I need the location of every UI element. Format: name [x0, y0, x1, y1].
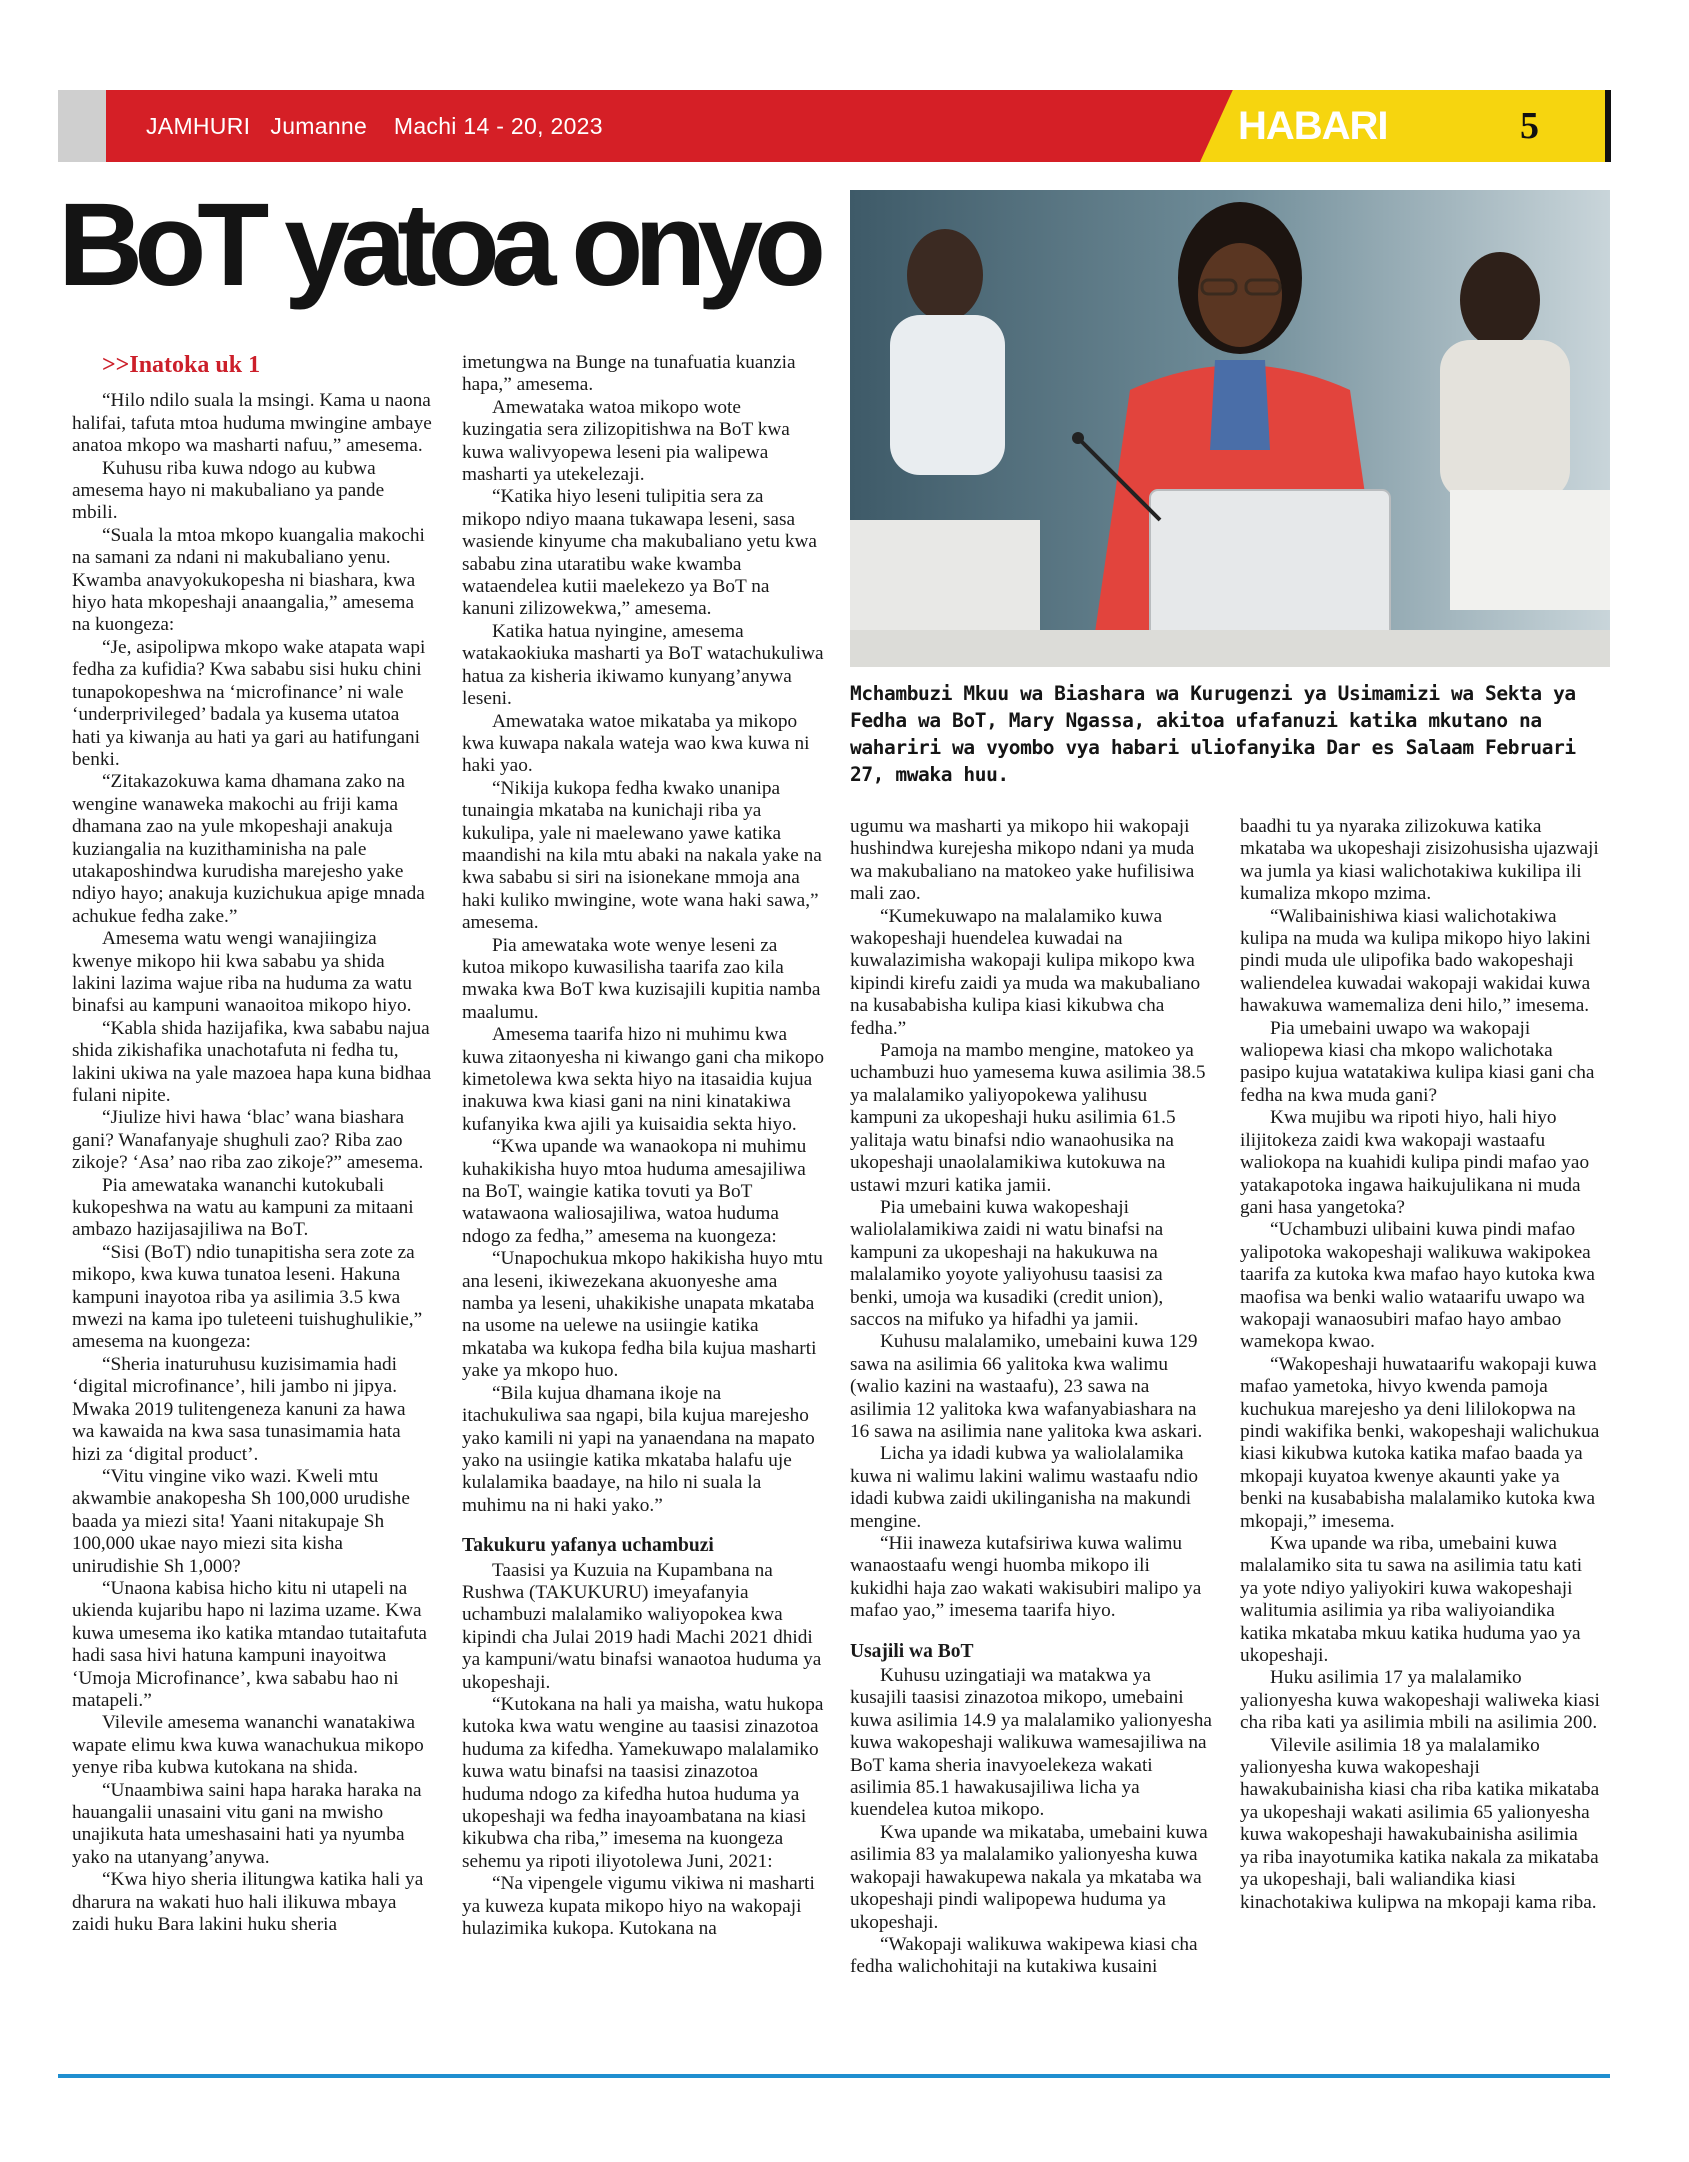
article-column-3 [850, 816, 1212, 1979]
headline: BoT yatoa onyo [58, 179, 818, 311]
paragraph: Amesema taarifa hizo ni muhimu kwa kuwa zitaonyesha ni kiwango gani cha mikopo kimetolewa kwa sekta hiyo na itasaidia kujua inakuwa kwa kiasi gani na nini kinatakiwa kufanyika kwa ajili ya kuisaidia sekta hiyo. [462, 1024, 824, 1135]
paragraph: “Sisi (BoT) ndio tunapitisha sera zote za mikopo, kwa kuwa tunatoa leseni. Hakuna kampuni inayotoa riba ya asilimia 3.5 kwa mwezi na kama ipo tuleteeni tuishughulikie,” amesema na kuongeza: [72, 1241, 423, 1353]
paragraph: “Unaambiwa saini hapa haraka haraka na hauangalii unasaini vitu gani na mwisho unajikuta hata umeshasaini hati ya nyumba yako na utanyang’anywa. [72, 1779, 422, 1868]
paragraph: “Walibainishiwa kiasi walichotakiwa kulipa na muda wa kulipa mikopo hiyo lakini pindi muda ule ulipofika bado wakopeshaji waliendelea kuwadai wakopaji wakidai kuwa hawakuwa wamemaliza deni hilo,” imesema. [1240, 905, 1591, 1017]
paragraph: Taasisi ya Kuzuia na Kupambana na Rushwa (TAKUKURU) imeyafanyia uchambuzi malalamiko waliyopokea kwa kipindi cha Julai 2019 hadi Machi 2021 dhidi ya kampuni/watu binafsi wanaotoa huduma ya ukopeshaji. [462, 1559, 822, 1693]
article-column-4 [1240, 816, 1600, 1914]
paragraph: “Wakopeshaji huwataarifu wakopaji kuwa mafao yametoka, hivyo kwenda pamoja kuchukua marejesho ya deni lililokopwa na pindi wakifika benki, wakopeshaji walichukua kiasi kikubwa kutoka katika mafao baada ya mkopaji kuyatoa kwenye akaunti yake ya benki na kusababisha malalamiko kutoka kwa mkopaji,” imesema. [1240, 1353, 1600, 1532]
header-band [58, 90, 1610, 162]
paragraph: “Je, asipolipwa mkopo wake atapata wapi fedha za kufidia? Kwa sababu sisi huku chini tunapokopeshwa na ‘microfinance’ ni wale ‘underprivileged’ badala ya kusema utatoa hati ya kiwanja au hati ya gari au hatifungani benki. [72, 636, 426, 770]
paragraph: “Sheria inaturuhusu kuzisimamia hadi ‘digital microfinance’, hili jambo ni jipya. Mwaka 2019 tulitengeneza kanuni za hawa wa kawaida na kwa sasa tunasimamia hata hizi za ‘digital product’. [72, 1353, 406, 1465]
paragraph: imetungwa na Bunge na tunafuatia kuanzia hapa,” amesema. [462, 352, 796, 396]
header-black-edge [1605, 90, 1611, 162]
paragraph: Kuhusu uzingatiaji wa matakwa ya kusajili taasisi zinazotoa mikopo, umebaini kuwa asilimia 14.9 ya malalamiko yalionyesha kuwa wakopeshaji walikuwa wamesajiliwa na BoT kama sheria inavyoelekeza wakati asilimia 85.1 hawakusajiliwa licha ya kuendelea kutoa mikopo. [850, 1665, 1212, 1821]
paragraph: Pia amewataka wananchi kutokubali kukopeshwa na watu au kampuni za mitaani ambazo hazijasajiliwa na BoT. [72, 1174, 414, 1241]
paragraph: Pia umebaini uwapo wa wakopaji waliopewa kiasi cha mkopo walichotaka pasipo kujua watatakiwa kulipa kiasi gani cha fedha na kwa muda gani? [1240, 1017, 1595, 1106]
paragraph: “Bila kujua dhamana ikoje na itachukuliwa saa ngapi, bila kujua marejesho yako kamili ni yapi na yanaendana na mapato yako na usiingie katika mkataba halafu uje kulalamika baadaye, na hilo ni suala la muhimu na ni haki yako.” [462, 1382, 815, 1516]
header-grey-edge [58, 90, 106, 162]
paragraph: “Na vipengele vigumu vikiwa ni masharti ya kuweza kupata mikopo hiyo na wakopaji hulazimika kukopa. Kutokana na [462, 1873, 815, 1940]
paragraph: “Uchambuzi ulibaini kuwa pindi mafao yalipotoka wakopeshaji walikuwa wakipokea taarifa za kutoka kwa mafao hayo kutoka kwa maofisa wa benki walio wataarifu uwapo wa wakopaji wanaosubiri mafao hayo ambao wamekopa kwao. [1240, 1219, 1595, 1353]
paragraph: Licha ya idadi kubwa ya waliolalamika kuwa ni walimu lakini walimu wastaafu ndio idadi kubwa zaidi ukilinganisha na makundi mengine. [850, 1443, 1199, 1532]
subheading: Usajili wa BoT [850, 1640, 974, 1662]
paragraph: baadhi tu ya nyaraka zilizokuwa katika mkataba wa ukopeshaji zisizohusisha ujazwaji wa jumla ya kiasi walichotakiwa kukilipa ili kumaliza mkopo mzima. [1240, 816, 1599, 905]
paragraph: Amewataka watoa mikopo wote kuzingatia sera zilizopitishwa na BoT kwa kuwa walivyopewa leseni pia walipewa masharti ya utekelezaji. [462, 396, 790, 486]
paragraph: Kwa mujibu wa ripoti hiyo, hali hiyo ilijitokeza zaidi kwa wakopaji wastaafu waliokopa na kuahidi kulipa pindi mafao yao yatakapotoka ingawa haikujulikana ni muda gani hasa yangetoka? [1240, 1107, 1590, 1218]
paragraph: “Unaona kabisa hicho kitu ni utapeli na ukienda kujaribu hapo ni lazima uzame. Kwa kuwa umesema iko katika mtandao tutaitafuta hadi sasa hivi hatuna kampuni inayoitwa ‘Umoja Microfinance’, kwa sababu hao ni matapeli.” [72, 1577, 427, 1711]
paragraph: “Kumekuwapo na malalamiko kuwa wakopeshaji huendelea kuwadai na kuwalazimisha wakopaji kulipa mikopo kwa kipindi kirefu zaidi ya muda wa makubaliano na kusababisha kulipa kiasi kikubwa cha fedha.” [850, 905, 1201, 1039]
paragraph: “Kwa upande wa wanaokopa ni muhimu kuhakikisha huyo mtoa huduma amesajiliwa na BoT, waingie katika tovuti ya BoT watawaona waliosajiliwa, watoa huduma ndogo za fedha,” amesema na kuongeza: [462, 1136, 807, 1247]
footer-rule [58, 2074, 1610, 2078]
paragraph: “Kabla shida hazijafika, kwa sababu najua shida zikishafika unachotafuta ni fedha tu, lakini ukiwa na yale mazoea hapa kuna bidhaa fulani nipite. [72, 1017, 432, 1106]
paragraph: “Nikija kukopa fedha kwako unanipa tunaingia mkataba na kunichaji riba ya kukulipa, yale ni maelewano yawe katika maandishi na kila mtu abaki na nakala yake na kwa sababu si siri na isionekane mmoja ana haki kuliko mwingine, wote wana haki sawa,” amesema. [462, 777, 822, 934]
paragraph: Amesema watu wengi wanajiingiza kwenye mikopo hii kwa sababu ya shida lakini lazima wajue riba na huduma za watu binafsi au kampuni wanaoitoa mikopo hiyo. [72, 928, 412, 1017]
paragraph: Vilevile amesema wananchi wanatakiwa wapate elimu kwa kuwa wanachukua mikopo yenye riba kubwa kutokana na shida. [72, 1712, 424, 1779]
paragraph: Katika hatua nyingine, amesema watakaokiuka masharti ya BoT watachukuliwa hatua za kisheria ikiwamo kunyang’anywa leseni. [462, 620, 824, 710]
paragraph: “Suala la mtoa mkopo kuangalia makochi na samani za ndani ni makubaliano yenu. Kwamba anavyokukopesha ni biashara, kwa hiyo hata mkopeshaji anaangalia,” amesema na kuongeza: [72, 524, 425, 636]
paragraph: Pia amewataka wote wenye leseni za kutoa mikopo kuwasilisha taarifa zao kila mwaka kwa BoT kwa kuzisajili kupitia namba maalumu. [462, 934, 821, 1023]
paragraph: “Unapochukua mkopo hakikisha huyo mtu ana leseni, ikiwezekana akuonyeshe ama namba ya leseni, uhakikishe unapata mkataba na usome na uelewe na usiingie katika mkataba wa kukopa fedha bila kujua masharti yake ya mkopo huo. [462, 1248, 823, 1382]
continued-from-label: >>Inatoka uk 1 [102, 352, 261, 378]
paragraph: “Hii inaweza kutafsiriwa kuwa walimu wanaostaafu wengi huomba mikopo ili kukidhi haja zao wakati wakisubiri malipo ya mafao yao,” imesema taarifa hiyo. [850, 1533, 1202, 1622]
subheading: Takukuru yafanya uchambuzi [462, 1535, 714, 1557]
paragraph: “Wakopaji walikuwa wakipewa kiasi cha fedha walichohitaji na kutakiwa kusaini [850, 1933, 1198, 1978]
paragraph: “Zitakazokuwa kama dhamana zako na wengine wanaweka makochi au friji kama dhamana zao na yule mkopeshaji anakuja kuziangalia na kuzithaminisha na pale utakaposhindwa kurudisha marejesho yake ndiyo hayo; anakuja kuzichukua apige mnada achukue fedha zake.” [72, 771, 425, 927]
section-label: HABARI [1238, 104, 1388, 148]
paragraph: Kwa upande wa mikataba, umebaini kuwa asilimia 83 ya malalamiko yalionyesha kuwa wakopaji hawakupewa nakala ya mkataba wa ukopeshaji pindi walipopewa huduma ya ukopeshaji. [850, 1821, 1208, 1933]
paragraph: ugumu wa masharti ya mikopo hii wakopaji hushindwa kurejesha mikopo ndani ya muda wa makubaliano na matokeo yake hufilisiwa mali zao. [850, 816, 1195, 905]
article-column-2 [462, 352, 824, 1940]
page-number: 5 [1520, 105, 1539, 147]
paragraph: “Katika hiyo leseni tulipitia sera za mikopo ndiyo maana tukawapa leseni, sasa wasiende kinyume cha makubaliano yetu kwa sababu zina utaratibu wake kwamba wataendelea kutii maelekezo ya BoT na kanuni zilizowekwa,” amesema. [462, 486, 817, 620]
paragraph: “Vitu vingine viko wazi. Kweli mtu akwambie anakopesha Sh 100,000 urudishe baada ya miezi sita! Yaani nitakupaje Sh 100,000 ukae nayo miezi sita kisha unirudishie Sh 1,000? [72, 1465, 410, 1577]
issue-date-line: JAMHURI Jumanne Machi 14 - 20, 2023 [146, 113, 603, 139]
article-photo [850, 190, 1610, 667]
article-column-1 [72, 348, 432, 1936]
paragraph: Huku asilimia 17 ya malalamiko yalionyesha kuwa wakopeshaji waliweka kiasi cha riba kati ya asilimia mbili na asilimia 200. [1240, 1667, 1600, 1734]
paragraph: Pia umebaini kuwa wakopeshaji waliolalamikiwa zaidi ni watu binafsi na kampuni za ukopeshaji na hakukuwa na malalamiko yoyote yaliyohusu taasisi za benki, umoja wa kusadiki (credit union), saccos na mifuko ya hifadhi ya jamii. [850, 1196, 1164, 1330]
paragraph: “Hilo ndilo suala la msingi. Kama u naona halifai, tafuta mtoa huduma mwingine ambaye anatoa mkopo wa masharti nafuu,” amesema. [72, 390, 432, 457]
paragraph: Amewataka watoe mikataba ya mikopo kwa kuwapa nakala wateja wao kwa kuwa ni haki yao. [462, 710, 810, 777]
paragraph: “Kutokana na hali ya maisha, watu hukopa kutoka kwa watu wengine au taasisi zinazotoa huduma za kifedha. Yamekuwapo malalamiko kuwa watu binafsi na taasisi zinazotoa huduma ndogo za kifedha hutoa huduma ya ukopeshaji wa fedha inayoambatana na kiasi kikubwa cha riba,” imesema na kuongeza sehemu ya ripoti iliyotolewa Juni, 2021: [462, 1693, 824, 1872]
paragraph: Vilevile asilimia 18 ya malalamiko yalionyesha kuwa wakopeshaji hawakubainisha kiasi cha riba katika mikataba ya ukopeshaji wakati asilimia 65 yalionyesha kuwa wakopeshaji hawakubainisha asilimia ya riba inayotumika katika nakala za mikataba ya ukopeshaji, bali waliandika kiasi kinachotakiwa kulipwa na mkopaji kama riba. [1240, 1734, 1600, 1913]
photo-illustration [850, 190, 1610, 667]
paragraph: “Jiulize hivi hawa ‘blac’ wana biashara gani? Wanafanyaje shughuli zao? Riba zao zikoje? ‘Asa’ nao riba zao zikoje?” amesema. [72, 1107, 424, 1174]
paragraph: Kuhusu riba kuwa ndogo au kubwa amesema hayo ni makubaliano ya pande mbili. [72, 457, 385, 524]
paragraph: Kuhusu malalamiko, umebaini kuwa 129 sawa na asilimia 66 yalitoka kwa walimu (walio kazini na wastaafu), 23 sawa na asilimia 12 yalitoka kwa wafanyabiashara na 16 sawa na asilimia nane yalitoka kwa askari. [850, 1331, 1203, 1442]
paragraph: “Kwa hiyo sheria ilitungwa katika hali ya dharura na wakati huo hali ilikuwa mbaya zaidi huku Bara lakini huku sheria [72, 1869, 424, 1936]
paragraph: Pamoja na mambo mengine, matokeo ya uchambuzi huo yamesema kuwa asilimia 38.5 ya malalamiko yaliyopokewa yalihusu kampuni za ukopeshaji huku asilimia 61.5 yalitaja watu binafsi ndio wanaohusika na ukopeshaji unaolalamikiwa kutokuwa na ustawi mzuri katika jamii. [850, 1040, 1206, 1196]
paragraph: Kwa upande wa riba, umebaini kuwa malalamiko sita tu sawa na asilimia tatu kati ya yote ndiyo yaliyokiri kuwa wakopeshaji walitumia asilimia ya riba waliyoiandika katika mkataba mkuu katika huduma yao ya ukopeshaji. [1240, 1533, 1583, 1667]
photo-caption: Mchambuzi Mkuu wa Biashara wa Kurugenzi ya Usimamizi wa Sekta ya Fedha wa BoT, Mary Ngassa, akitoa ufafanuzi katika mkutano na wahariri wa vyombo vya habari uliofanyika Dar es Salaam Februari 27, mwaka huu. [850, 682, 1576, 786]
